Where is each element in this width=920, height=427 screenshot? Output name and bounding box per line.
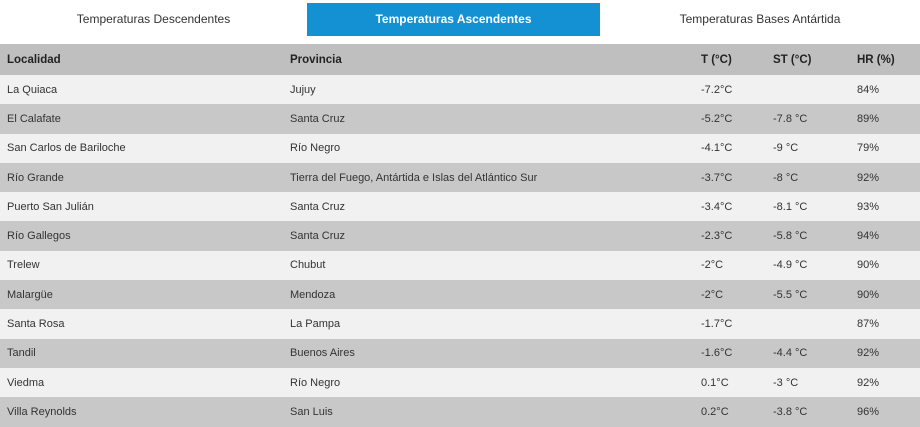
- tab-temperaturas-bases-antartida[interactable]: [600, 3, 920, 36]
- header-provincia: Provincia: [290, 53, 342, 66]
- table-row: [0, 251, 920, 280]
- table-row: [0, 280, 920, 309]
- cell-provincia: Río Negro: [290, 376, 341, 389]
- cell-temperatura: 0.2°C: [701, 405, 729, 418]
- cell-humedad: 96%: [857, 405, 880, 418]
- cell-humedad: 90%: [857, 259, 880, 272]
- tab-temperaturas-ascendentes[interactable]: [307, 3, 600, 36]
- cell-humedad: 93%: [857, 200, 880, 213]
- cell-temperatura: -4.1°C: [701, 142, 733, 155]
- cell-temperatura: -5.2°C: [701, 112, 733, 125]
- cell-localidad: Malargüe: [7, 288, 53, 301]
- cell-temperatura: 0.1°C: [701, 376, 729, 389]
- cell-sensacion-termica: -4.9 °C: [773, 259, 808, 272]
- cell-provincia: La Pampa: [290, 318, 341, 331]
- cell-temperatura: -7.2°C: [701, 83, 733, 96]
- table-row: [0, 339, 920, 368]
- cell-humedad: 94%: [857, 230, 880, 243]
- cell-localidad: Río Grande: [7, 171, 64, 184]
- cell-provincia: Chubut: [290, 259, 326, 272]
- cell-humedad: 87%: [857, 318, 880, 331]
- cell-localidad: Puerto San Julián: [7, 200, 94, 213]
- table-header-row: [0, 44, 920, 75]
- temperature-table-container: [0, 44, 920, 427]
- cell-localidad: El Calafate: [7, 112, 61, 125]
- cell-localidad: Río Gallegos: [7, 230, 71, 243]
- header-humedad-relativa: HR (%): [857, 53, 895, 66]
- cell-temperatura: -2°C: [701, 259, 724, 272]
- cell-provincia: San Luis: [290, 405, 333, 418]
- header-localidad: Localidad: [7, 53, 61, 66]
- cell-sensacion-termica: -5.8 °C: [773, 230, 808, 243]
- table-row: [0, 397, 920, 426]
- cell-sensacion-termica: -3 °C: [773, 376, 799, 389]
- cell-provincia: Tierra del Fuego, Antártida e Islas del Atlántico Sur: [290, 171, 538, 184]
- cell-humedad: 92%: [857, 347, 880, 360]
- cell-localidad: Santa Rosa: [7, 318, 65, 331]
- header-temperatura: T (°C): [701, 53, 732, 66]
- cell-sensacion-termica: -8.1 °C: [773, 200, 808, 213]
- table-body: [0, 75, 920, 427]
- cell-localidad: San Carlos de Bariloche: [7, 142, 126, 155]
- table-row: [0, 309, 920, 338]
- cell-provincia: Jujuy: [290, 83, 316, 96]
- cell-provincia: Mendoza: [290, 288, 336, 301]
- table-row: [0, 192, 920, 221]
- cell-temperatura: -1.7°C: [701, 318, 733, 331]
- table-row: [0, 163, 920, 192]
- tab-label: Temperaturas Ascendentes: [375, 12, 532, 26]
- temperature-tabs: [0, 3, 920, 36]
- cell-humedad: 79%: [857, 142, 880, 155]
- cell-temperatura: -2.3°C: [701, 230, 733, 243]
- cell-humedad: 84%: [857, 83, 880, 96]
- tab-temperaturas-descendentes[interactable]: [0, 3, 307, 36]
- cell-sensacion-termica: -8 °C: [773, 171, 799, 184]
- cell-localidad: Tandil: [7, 347, 36, 360]
- cell-sensacion-termica: -5.5 °C: [773, 288, 808, 301]
- cell-provincia: Río Negro: [290, 142, 341, 155]
- cell-sensacion-termica: -7.8 °C: [773, 112, 808, 125]
- header-sensacion-termica: ST (°C): [773, 53, 812, 66]
- cell-temperatura: -1.6°C: [701, 347, 733, 360]
- cell-provincia: Santa Cruz: [290, 200, 346, 213]
- cell-temperatura: -3.4°C: [701, 200, 733, 213]
- table-row: [0, 104, 920, 133]
- cell-sensacion-termica: [768, 309, 848, 338]
- cell-provincia: Santa Cruz: [290, 112, 346, 125]
- cell-sensacion-termica: -9 °C: [773, 142, 799, 155]
- cell-provincia: Buenos Aires: [290, 347, 355, 360]
- cell-sensacion-termica: -3.8 °C: [773, 405, 808, 418]
- cell-localidad: Viedma: [7, 376, 45, 389]
- cell-humedad: 90%: [857, 288, 880, 301]
- cell-humedad: 92%: [857, 171, 880, 184]
- cell-provincia: Santa Cruz: [290, 230, 346, 243]
- tab-label: Temperaturas Descendentes: [76, 12, 231, 26]
- cell-humedad: 92%: [857, 376, 880, 389]
- temperature-table: [0, 44, 920, 427]
- cell-temperatura: -3.7°C: [701, 171, 733, 184]
- table-row: [0, 221, 920, 250]
- tab-label: Temperaturas Bases Antártida: [679, 12, 841, 26]
- cell-sensacion-termica: [768, 75, 848, 104]
- table-row: [0, 75, 920, 104]
- cell-temperatura: -2°C: [701, 288, 724, 301]
- cell-localidad: Trelew: [7, 259, 40, 272]
- table-row: [0, 368, 920, 397]
- cell-localidad: La Quiaca: [7, 83, 58, 96]
- cell-localidad: Villa Reynolds: [7, 405, 77, 418]
- cell-humedad: 89%: [857, 112, 880, 125]
- table-row: [0, 134, 920, 163]
- cell-sensacion-termica: -4.4 °C: [773, 347, 808, 360]
